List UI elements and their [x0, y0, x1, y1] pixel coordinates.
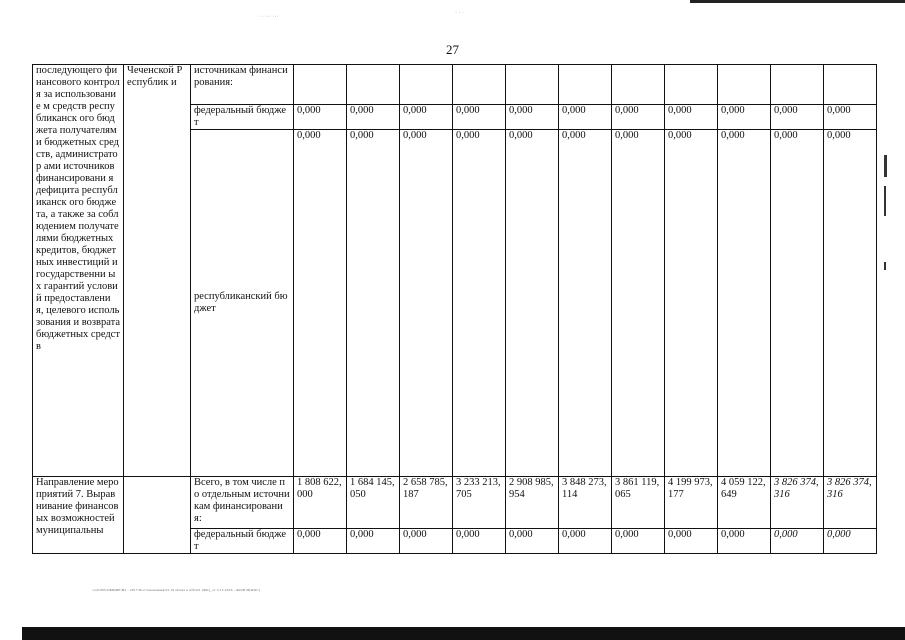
value-cell: 0,000 — [718, 105, 771, 130]
funding-source-cell: Всего, в том числе по отдельным источникам финансирования: — [191, 477, 294, 529]
value-cell: 3 861 119,065 — [612, 477, 665, 529]
value-cell: 0,000 — [453, 105, 506, 130]
value-cell: 0,000 — [347, 130, 400, 477]
value-cell: 0,000 — [665, 529, 718, 554]
scan-edge-mark — [884, 155, 887, 177]
value-cell — [612, 65, 665, 105]
table-row — [33, 477, 877, 529]
value-cell — [453, 65, 506, 105]
value-cell: 0,000 — [400, 529, 453, 554]
measure-cell: последующего финансового контроля за использование м средств республиканск ого бюджета получателями бюджетных средств, администратор ами источников финансировани я дефицита республиканск ого бюджета, а также за соблюдением получателями бюджетных кредитов, бюджетных инвестиций и государственни ых гарантий условий предоставлени я, целевого использования и возврата бюджетных средств — [33, 65, 124, 477]
value-cell: 1 808 622,000 — [294, 477, 347, 529]
value-cell: 1 684 145,050 — [347, 477, 400, 529]
value-cell — [506, 65, 559, 105]
executor-cell — [124, 477, 191, 554]
scan-edge-mark — [884, 186, 886, 216]
value-cell: 0,000 — [294, 130, 347, 477]
value-cell: 3 233 213,705 — [453, 477, 506, 529]
scan-speck: · · ··· ··· — [258, 14, 279, 20]
value-cell: 0,000 — [665, 105, 718, 130]
funding-source-cell: источникам финансирования: — [191, 65, 294, 105]
value-cell: 0,000 — [506, 529, 559, 554]
value-cell: 3 826 374,316 — [771, 477, 824, 529]
footer-file-path: \\ed1005\ОБЩИЕ\На - 2017\Постановления\01.19 Ответ к п№321 (ФК)_от 3.12.2016 - ФОЛГИ(ФОС) — [92, 588, 261, 592]
value-cell: 0,000 — [400, 105, 453, 130]
top-border-line — [690, 0, 905, 3]
value-cell: 0,000 — [506, 130, 559, 477]
value-cell: 0,000 — [824, 105, 877, 130]
budget-table — [32, 64, 877, 554]
value-cell: 0,000 — [718, 130, 771, 477]
value-cell: 0,000 — [665, 130, 718, 477]
value-cell: 0,000 — [824, 130, 877, 477]
value-cell — [771, 65, 824, 105]
value-cell: 0,000 — [612, 529, 665, 554]
page-number: 27 — [446, 42, 459, 57]
value-cell: 2 658 785,187 — [400, 477, 453, 529]
value-cell — [665, 65, 718, 105]
value-cell — [400, 65, 453, 105]
value-cell: 0,000 — [347, 529, 400, 554]
value-cell: 0,000 — [612, 105, 665, 130]
table-row — [33, 65, 877, 105]
value-cell: 0,000 — [559, 529, 612, 554]
value-cell: 2 908 985,954 — [506, 477, 559, 529]
value-cell: 0,000 — [294, 105, 347, 130]
value-cell — [824, 65, 877, 105]
scan-edge-mark — [884, 262, 886, 270]
value-cell — [559, 65, 612, 105]
value-cell — [294, 65, 347, 105]
funding-source-cell: республиканский бюджет — [191, 130, 294, 477]
value-cell: 4 199 973,177 — [665, 477, 718, 529]
value-cell: 0,000 — [771, 105, 824, 130]
value-cell: 0,000 — [347, 105, 400, 130]
table-body — [33, 65, 877, 554]
value-cell — [347, 65, 400, 105]
value-cell: 3 826 374,316 — [824, 477, 877, 529]
value-cell: 0,000 — [559, 130, 612, 477]
executor-cell: Чеченской Республик и — [124, 65, 191, 477]
value-cell: 0,000 — [453, 529, 506, 554]
funding-source-cell: федеральный бюджет — [191, 529, 294, 554]
value-cell — [718, 65, 771, 105]
value-cell: 0,000 — [294, 529, 347, 554]
value-cell: 3 848 273,114 — [559, 477, 612, 529]
scan-speck: · · · — [455, 10, 464, 16]
value-cell: 0,000 — [559, 105, 612, 130]
value-cell: 4 059 122,649 — [718, 477, 771, 529]
bottom-scan-bar — [22, 627, 905, 640]
value-cell: 0,000 — [400, 130, 453, 477]
value-cell: 0,000 — [718, 529, 771, 554]
value-cell: 0,000 — [612, 130, 665, 477]
value-cell: 0,000 — [771, 130, 824, 477]
value-cell: 0,000 — [824, 529, 877, 554]
measure-cell: Направление мероприятий 7. Выравнивание финансовых возможностей муниципальны — [33, 477, 124, 554]
funding-source-cell: федеральный бюджет — [191, 105, 294, 130]
value-cell: 0,000 — [771, 529, 824, 554]
value-cell: 0,000 — [453, 130, 506, 477]
value-cell: 0,000 — [506, 105, 559, 130]
